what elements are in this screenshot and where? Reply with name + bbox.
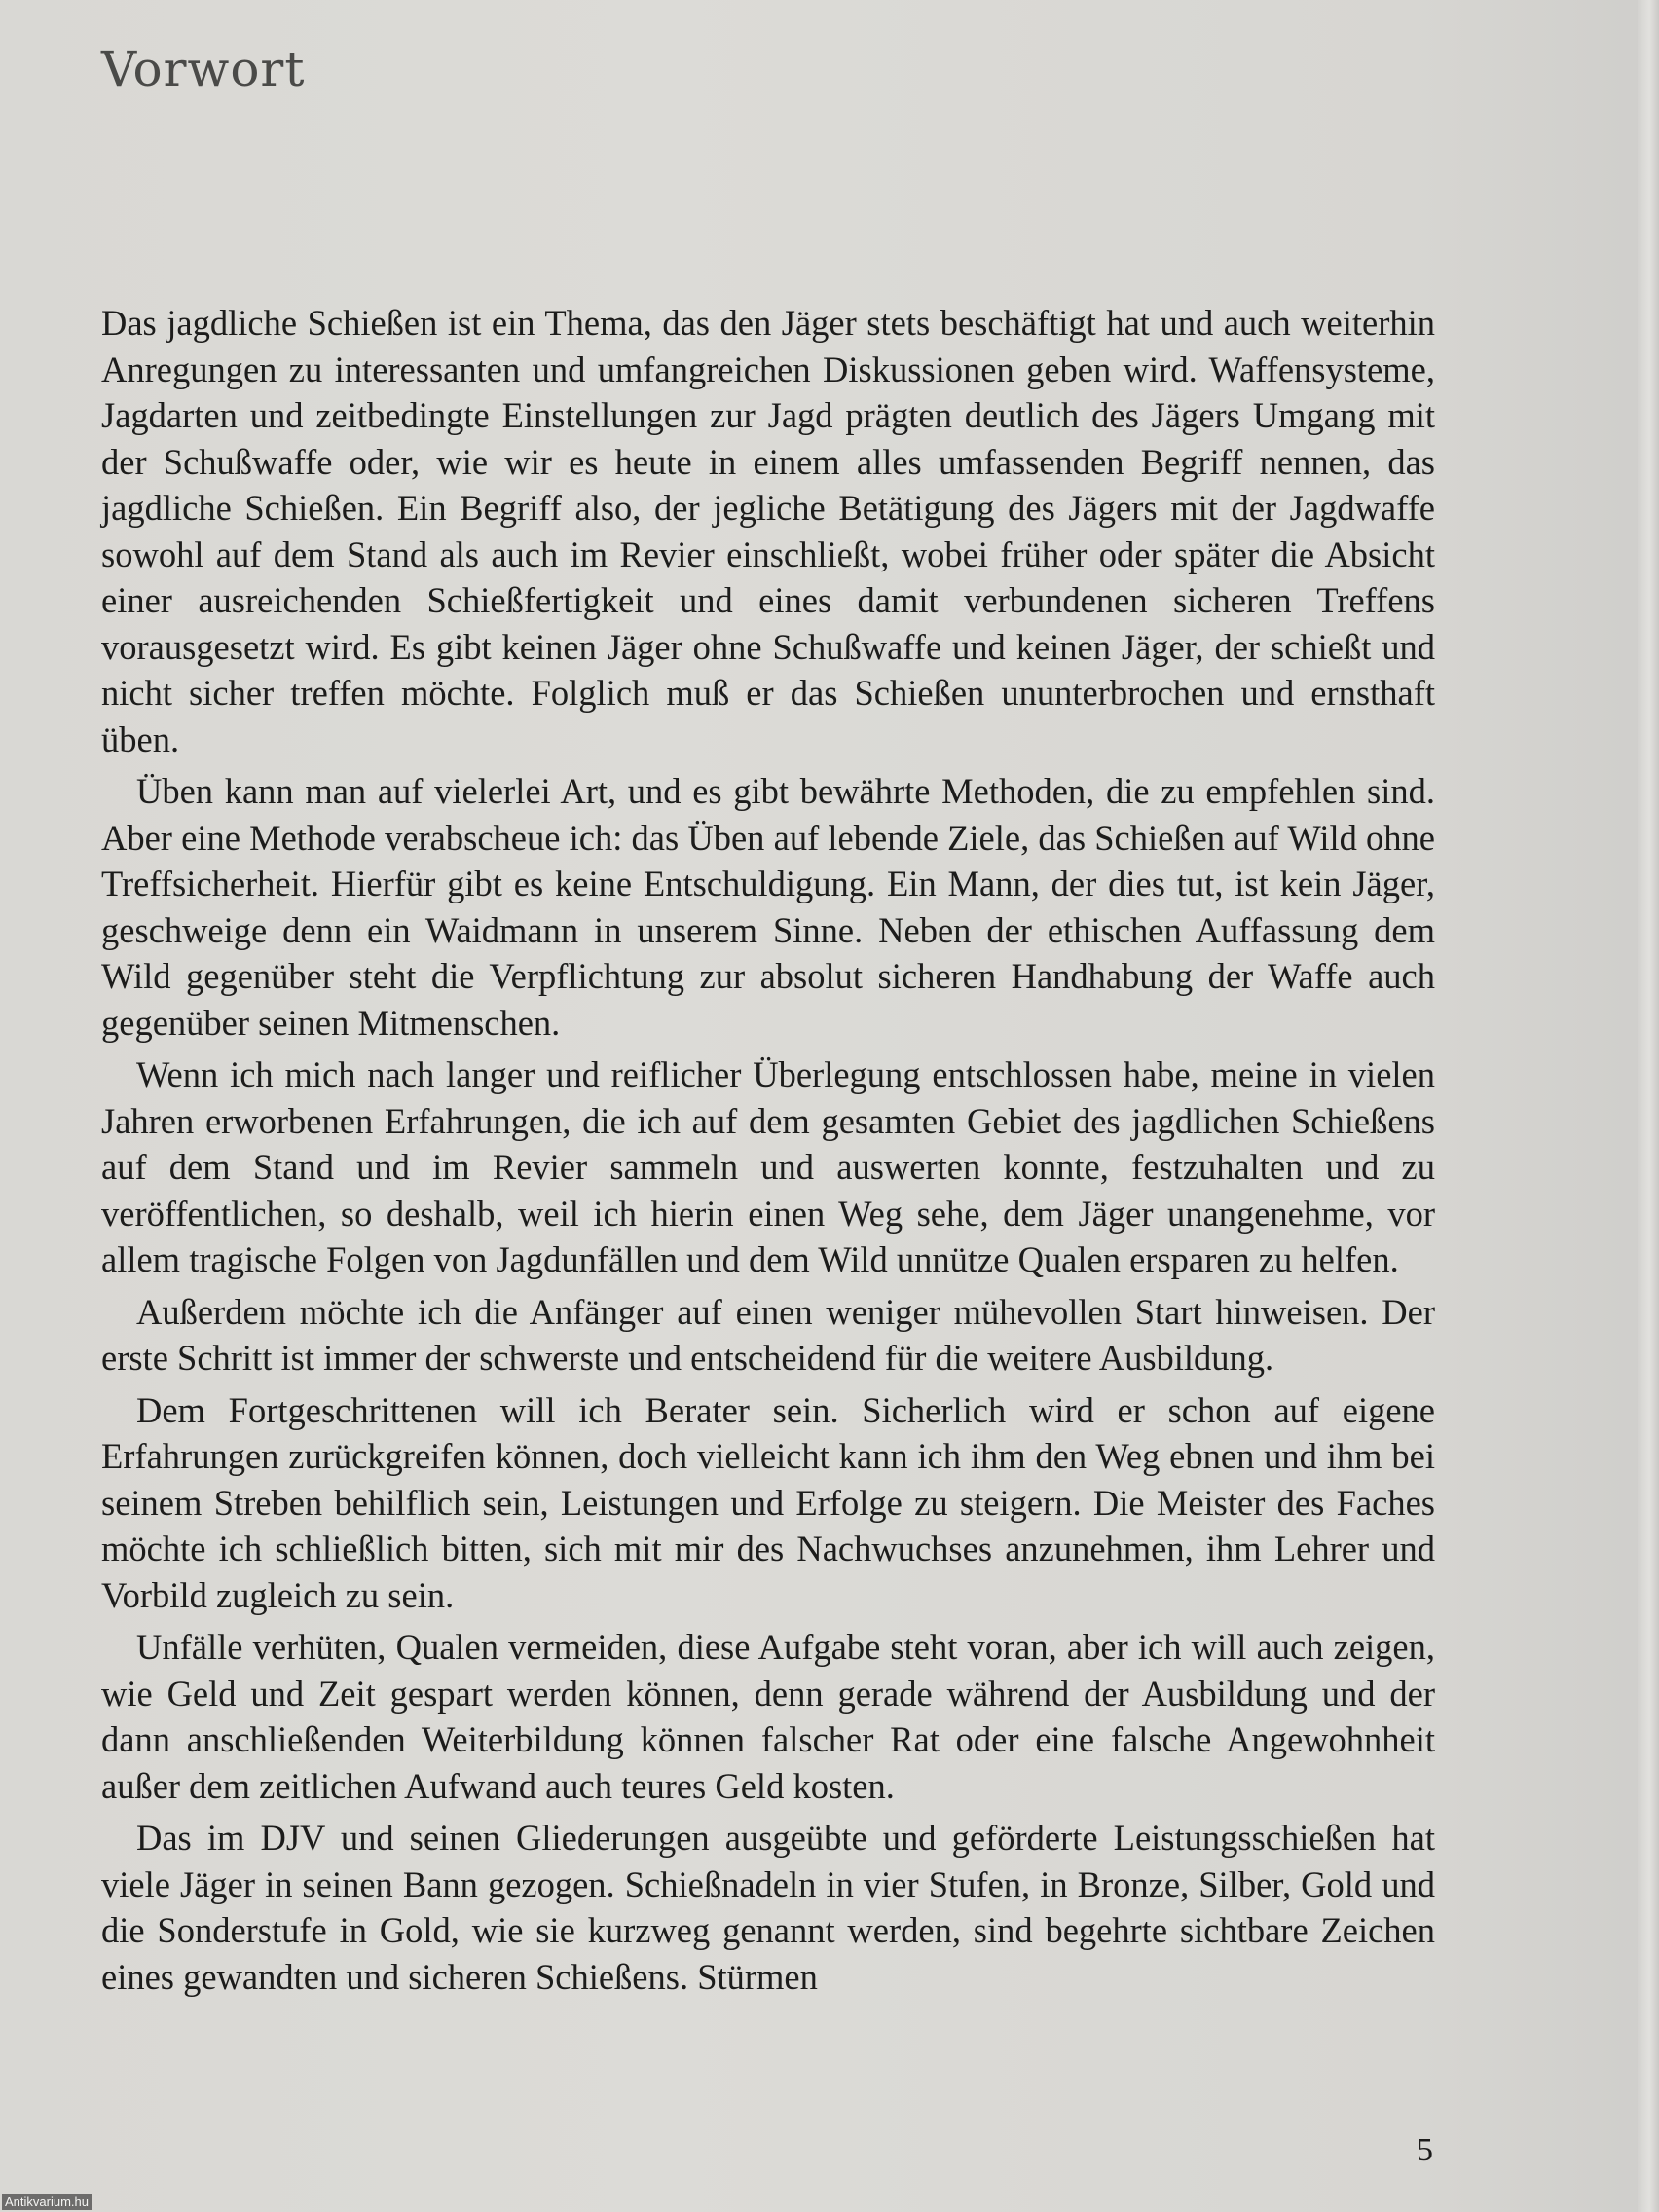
page-number: 5 bbox=[1417, 2132, 1433, 2168]
page-edge-shadow bbox=[1638, 0, 1659, 2212]
paragraph: Das jagdliche Schießen ist ein Thema, das den Jäger stets beschäftigt hat und auch weiterhin Anregungen zu interessanten und umfangreichen Diskussionen geben wird. Waffensysteme, Jagdarten und zeitbedingte Einstellungen zur Jagd prägten deutlich des Jägers Umgang mit der Schußwaffe oder, wie wir es heute in einem alles umfassenden Begriff nennen, das jagdliche Schießen. Ein Begriff also, der jegliche Betätigung des Jägers mit der Jagdwaffe sowohl auf dem Stand als auch im Revier einschließt, wobei früher oder später die Absicht einer ausreichenden Schießfertigkeit und eines damit verbundenen sicheren Treffens vorausgesetzt wird. Es gibt keinen Jäger ohne Schußwaffe und keinen Jäger, der schießt und nicht sicher treffen möchte. Folglich muß er das Schießen ununterbrochen und ernsthaft üben. bbox=[101, 303, 1435, 759]
paragraph: Üben kann man auf vielerlei Art, und es gibt bewährte Methoden, die zu empfehlen sind. Aber eine Methode verabscheue ich: das Üben auf lebende Ziele, das Schießen auf Wild ohne Treffsicherheit. Hierfür gibt es keine Entschuldigung. Ein Mann, der dies tut, ist kein Jäger, geschweige denn ein Waidmann in unserem Sinne. Neben der ethischen Auffassung dem Wild gegenüber steht die Verpflichtung zur absolut sicheren Handhabung der Waffe auch gegenüber seinen Mitmenschen. bbox=[101, 771, 1435, 1043]
paragraph: Dem Fortgeschrittenen will ich Berater sein. Sicherlich wird er schon auf eigene Erfahrungen zurückgreifen können, doch vielleicht kann ich ihm den Weg ebnen und ihm bei seinem Streben behilflich sein, Leistungen und Erfolge zu steigern. Die Meister des Faches möchte ich schließlich bitten, sich mit mir des Nachwuchses anzunehmen, ihm Lehrer und Vorbild zugleich zu sein. bbox=[101, 1389, 1435, 1615]
body-text bbox=[101, 300, 1435, 2006]
paragraph: Außerdem möchte ich die Anfänger auf einen weniger mühevollen Start hinweisen. Der erste Schritt ist immer der schwerste und entscheidend für die weitere Ausbildung. bbox=[101, 1291, 1435, 1378]
paragraph: Unfälle verhüten, Qualen vermeiden, diese Aufgabe steht voran, aber ich will auch zeigen, wie Geld und Zeit gespart werden können, denn gerade während der Ausbildung und der dann anschließenden Weiterbildung können falscher Rat oder eine falsche Angewohnheit außer dem zeitlichen Aufwand auch teures Geld kosten. bbox=[101, 1627, 1435, 1806]
watermark: Antikvarium.hu bbox=[2, 2194, 92, 2210]
chapter-title: Vorwort bbox=[101, 41, 306, 97]
paragraph: Das im DJV und seinen Gliederungen ausgeübte und geförderte Leistungsschießen hat viele Jäger in seinen Bann gezogen. Schießnadeln in vier Stufen, in Bronze, Silber, Gold und die Sonderstufe in Gold, wie sie kurzweg genannt werden, sind begehrte sichtbare Zeichen eines gewandten und sicheren Schießens. Stürmen bbox=[101, 1818, 1435, 1997]
paragraph: Wenn ich mich nach langer und reiflicher Überlegung entschlossen habe, meine in vielen Jahren erworbenen Erfahrungen, die ich auf dem gesamten Gebiet des jagdlichen Schießens auf dem Stand und im Revier sammeln und auswerten konnte, festzuhalten und zu veröffentlichen, so deshalb, weil ich hierin einen Weg sehe, dem Jäger unangenehme, vor allem tragische Folgen von Jagdunfällen und dem Wild unnütze Qualen ersparen zu helfen. bbox=[101, 1054, 1435, 1279]
